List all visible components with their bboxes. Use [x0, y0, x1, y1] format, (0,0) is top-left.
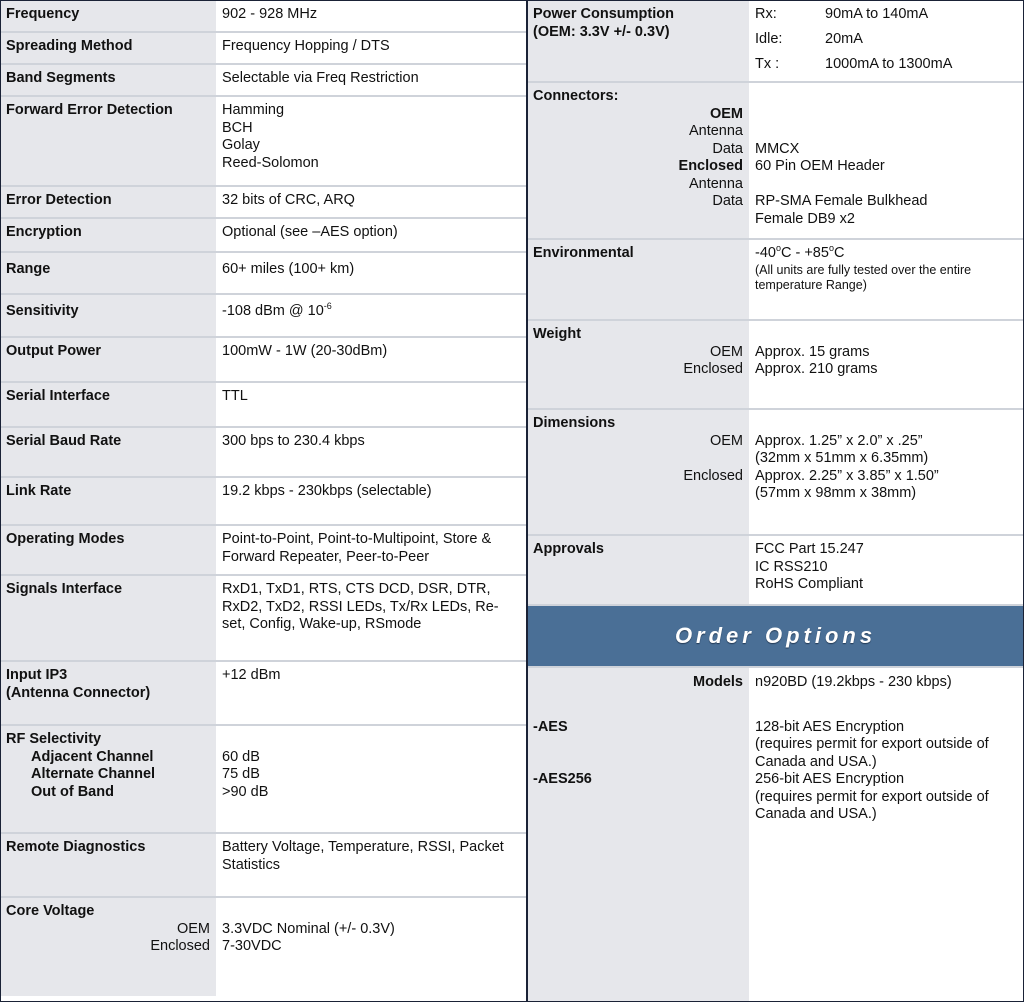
spec-row-input-ip3: [1, 662, 526, 726]
spec-value: +12 dBm: [216, 662, 526, 724]
aes256-line: 256-bit AES Encryption: [755, 771, 905, 787]
models-value: n920BD (19.2kbps - 230 kbps): [755, 674, 952, 690]
blank-line: [533, 736, 743, 771]
spec-value: Frequency Hopping / DTS: [216, 33, 526, 63]
aes-line: 128-bit AES Encryption: [755, 718, 905, 735]
dimensions-label: Dimensions: [533, 415, 616, 431]
connectors-sub-label: Data: [712, 140, 743, 157]
signals-line: RxD2, TxD2, RSSI LEDs, Tx/Rx LEDs, Re-: [222, 598, 499, 615]
spec-row-spreading: [1, 33, 526, 65]
blank-line: [755, 692, 1019, 719]
spec-label: Link Rate: [1, 478, 216, 524]
spec-row-operating-modes: [1, 526, 526, 576]
spec-row-weight: [528, 321, 1023, 410]
spec-value: Selectable via Freq Restriction: [216, 65, 526, 95]
spec-label: Operating Modes: [1, 526, 216, 574]
spec-label: Serial Baud Rate: [1, 428, 216, 476]
dimensions-sub-label: OEM: [709, 432, 743, 449]
aes-option-label: -AES: [533, 718, 568, 735]
spec-label: Encryption: [1, 219, 216, 251]
models-label: Models: [693, 674, 743, 690]
weight-value: Approx. 15 grams: [755, 343, 870, 360]
spec-row-signals-interface: [1, 576, 526, 662]
blank-line: [533, 450, 743, 468]
degree-symbol: o: [775, 243, 781, 254]
connectors-oem-heading: OEM: [709, 105, 743, 122]
spec-row-dimensions: [528, 410, 1023, 536]
spec-row-fec: [1, 97, 526, 187]
aes-line: Canada and USA.): [755, 753, 877, 770]
connectors-enclosed-heading: Enclosed: [678, 158, 743, 174]
spec-label: [1, 898, 216, 996]
connectors-sub-label: Data: [712, 193, 743, 209]
spec-value: 300 bps to 230.4 kbps: [216, 428, 526, 476]
spec-row-rf-selectivity: [1, 726, 526, 834]
aes256-line: (requires permit for export outside of: [755, 788, 989, 805]
fec-item: BCH: [222, 119, 253, 136]
fec-item: Reed-Solomon: [222, 154, 319, 171]
remote-line: Battery Voltage, Temperature, RSSI, Packet: [222, 839, 504, 855]
signals-line: set, Config, Wake-up, RSmode: [222, 616, 422, 632]
spec-value: [216, 295, 526, 336]
spec-value: [749, 240, 1023, 319]
spec-value: [216, 97, 526, 185]
weight-sub-label: Enclosed: [683, 361, 743, 377]
power-value: 90mA to 140mA: [825, 6, 929, 22]
spec-label: Output Power: [1, 338, 216, 381]
core-value: 7-30VDC: [222, 938, 282, 954]
environmental-note: temperature Range): [755, 277, 867, 292]
modes-line: Point-to-Point, Point-to-Multipoint, Store &: [222, 531, 492, 547]
spec-row-band: [1, 65, 526, 97]
spec-label: Signals Interface: [1, 576, 216, 660]
blank-line: [533, 692, 743, 719]
dimensions-sub-label: Enclosed: [683, 467, 743, 484]
spec-row-frequency: [1, 1, 526, 33]
order-labels: [528, 668, 749, 1001]
spec-value: 60+ miles (100+ km): [216, 253, 526, 293]
signals-line: RxD1, TxD1, RTS, CTS DCD, DSR, DTR,: [222, 581, 491, 597]
aes256-option-label: -AES256: [533, 771, 592, 787]
rf-value: >90 dB: [222, 783, 269, 800]
connectors-label: Connectors:: [533, 88, 619, 104]
spec-value: [749, 536, 1023, 604]
spec-label: Error Detection: [1, 187, 216, 217]
spec-row-approvals: [528, 536, 1023, 606]
temperature-range: [755, 245, 1019, 263]
power-key: Idle:: [755, 31, 783, 47]
left-spec-column: [1, 1, 528, 1001]
ip3-label: Input IP3: [6, 667, 68, 683]
modes-line: Forward Repeater, Peer-to-Peer: [222, 548, 430, 565]
dimensions-value: Approx. 1.25” x 2.0” x .25”: [755, 432, 923, 449]
spec-row-baud-rate: [1, 428, 526, 478]
spec-label: [1, 662, 216, 724]
temp-unit: C: [833, 245, 845, 261]
dimensions-value: Approx. 2.25” x 3.85” x 1.50”: [755, 467, 939, 484]
spec-value: [216, 526, 526, 574]
ip3-sublabel: (Antenna Connector): [6, 684, 151, 701]
spec-label: Range: [1, 253, 216, 293]
order-options-section: [528, 668, 1023, 1001]
connector-value: 60 Pin OEM Header: [755, 158, 885, 174]
spec-value: TTL: [216, 383, 526, 426]
spec-label: [528, 1, 749, 81]
power-value: 1000mA to 1300mA: [825, 56, 953, 72]
spec-row-link-rate: [1, 478, 526, 526]
sensitivity-exponent: -6: [323, 301, 332, 312]
spec-row-power-consumption: [528, 1, 1023, 83]
spec-value: [216, 576, 526, 660]
spec-label: [528, 321, 749, 408]
dimensions-value: (57mm x 98mm x 38mm): [755, 485, 917, 501]
fec-item: Golay: [222, 137, 260, 153]
approval-item: FCC Part 15.247: [755, 541, 864, 557]
spec-row-error-detection: [1, 187, 526, 219]
spec-value: [216, 898, 526, 996]
connectors-sub-label: Antenna: [688, 123, 743, 139]
spec-label: Approvals: [528, 536, 749, 604]
connectors-sub-label: Antenna: [688, 175, 743, 192]
spec-label: [1, 726, 216, 832]
approval-item: IC RSS210: [755, 558, 828, 575]
weight-label: Weight: [533, 326, 582, 342]
spec-label: Spreading Method: [1, 33, 216, 63]
remote-line: Statistics: [222, 856, 281, 873]
core-sub-label: OEM: [176, 920, 210, 937]
spec-value: [216, 834, 526, 896]
spec-value: 19.2 kbps - 230kbps (selectable): [216, 478, 526, 524]
spec-value: [216, 726, 526, 832]
spec-row-serial-interface: [1, 383, 526, 428]
approval-item: RoHS Compliant: [755, 576, 863, 592]
blank-line: [755, 176, 1019, 194]
power-value: 20mA: [825, 31, 863, 47]
spec-value: 902 - 928 MHz: [216, 1, 526, 31]
rf-selectivity-label: RF Selectivity: [6, 731, 102, 747]
weight-value: Approx. 210 grams: [755, 361, 878, 377]
aes256-line: Canada and USA.): [755, 806, 877, 822]
core-sub-label: Enclosed: [150, 938, 210, 954]
rf-sub-label: Alternate Channel: [31, 766, 156, 782]
spec-row-output-power: [1, 338, 526, 383]
spec-value: [749, 410, 1023, 534]
spec-value: [749, 1, 1023, 81]
connector-value: Female DB9 x2: [755, 210, 855, 227]
order-values: [749, 668, 1023, 1001]
power-sublabel: (OEM: 3.3V +/- 0.3V): [533, 23, 670, 40]
degree-symbol: o: [828, 243, 834, 254]
aes-line: (requires permit for export outside of: [755, 736, 989, 752]
spec-value: [749, 321, 1023, 408]
weight-sub-label: OEM: [709, 343, 743, 360]
spec-row-connectors: [528, 83, 1023, 240]
spec-label: Serial Interface: [1, 383, 216, 426]
spec-row-remote-diagnostics: [1, 834, 526, 898]
core-value: 3.3VDC Nominal (+/- 0.3V): [222, 920, 395, 937]
dimensions-value: (32mm x 51mm x 6.35mm): [755, 450, 929, 466]
temp-mid: C - +85: [780, 245, 829, 261]
spec-value: Optional (see –AES option): [216, 219, 526, 251]
environmental-note: (All units are fully tested over the entire: [755, 262, 972, 277]
spec-row-encryption: [1, 219, 526, 253]
connector-value: RP-SMA Female Bulkhead: [755, 193, 928, 209]
spec-label: Band Segments: [1, 65, 216, 95]
spec-label: Remote Diagnostics: [1, 834, 216, 896]
spec-label: [528, 83, 749, 238]
spec-label: [528, 410, 749, 534]
connector-value: MMCX: [755, 140, 800, 157]
spec-label: Frequency: [1, 1, 216, 31]
spec-row-environmental: [528, 240, 1023, 321]
spec-row-sensitivity: [1, 295, 526, 338]
spec-value: [749, 83, 1023, 238]
power-label: Power Consumption: [533, 6, 674, 22]
right-spec-column: [528, 1, 1023, 1001]
rf-value: 75 dB: [222, 766, 260, 782]
fec-item: Hamming: [222, 102, 285, 118]
order-options-heading: Order Options: [528, 606, 1023, 668]
spec-value: 100mW - 1W (20-30dBm): [216, 338, 526, 381]
spec-row-range: [1, 253, 526, 295]
spec-label: Environmental: [528, 240, 749, 319]
rf-sub-label: Out of Band: [31, 783, 114, 800]
sensitivity-value: -108 dBm @ 10: [222, 303, 324, 319]
spec-label: Forward Error Detection: [1, 97, 216, 185]
spec-row-core-voltage: [1, 898, 526, 996]
rf-sub-label: Adjacent Channel: [31, 748, 154, 765]
core-voltage-label: Core Voltage: [6, 903, 95, 919]
rf-value: 60 dB: [222, 748, 260, 765]
spec-value: 32 bits of CRC, ARQ: [216, 187, 526, 217]
temp-low: -40: [755, 245, 776, 261]
power-key: Rx:: [755, 6, 777, 22]
spec-label: Sensitivity: [1, 295, 216, 336]
power-key: Tx :: [755, 56, 780, 72]
